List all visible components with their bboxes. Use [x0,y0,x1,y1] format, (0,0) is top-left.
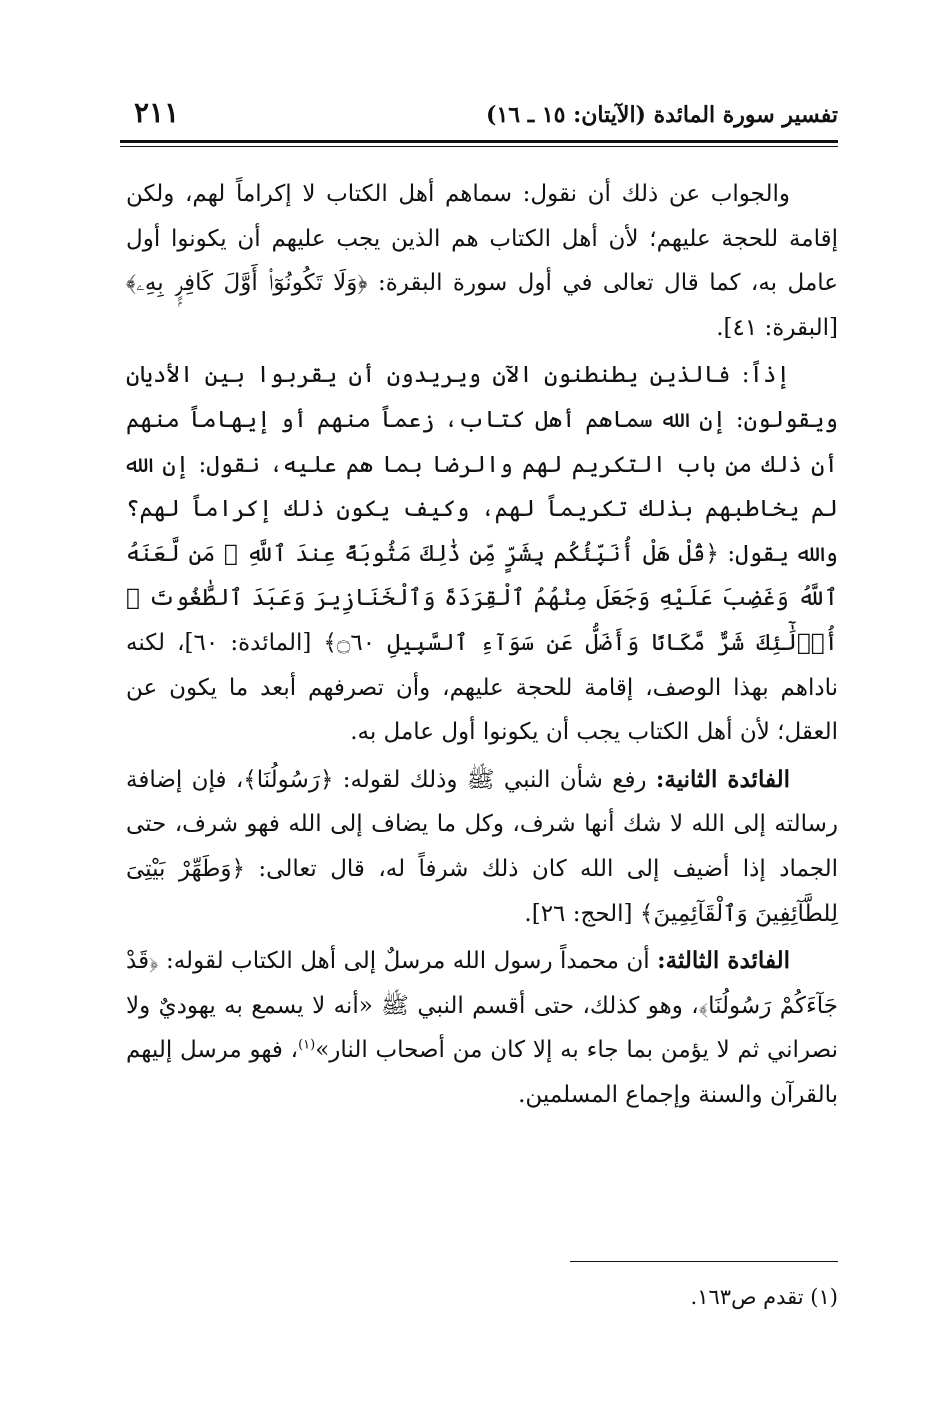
heading-second-benefit: الفائدة الثانية: [655,765,790,793]
running-title: تفسير سورة المائدة (الآيتان: ١٥ ـ ١٦) [486,102,838,128]
paragraph-therefore: إذاً: فالذين يطنطنون الآن ويريدون أن يقربوا بين الأديان ويقولون: إن الله سماهم أهل كتاب، زعماً منهم أو إيهاماً منهم أن ذلك من باب التكريم لهم والرضا بما هم عليه، نقول: إن الله لم يخاطبهم بذلك تكريماً لهم، وكيف يكون ذلك إكراماً لهم؟ والله يقول: ﴿قُلْ هَلْ أُنَبِّئُكُم بِشَرٍّ مِّن ذَٰلِكَ مَثُوبَةً عِندَ ٱللَّهِ ۚ مَن لَّعَنَهُ ٱللَّهُ وَغَضِبَ عَلَيْهِ وَجَعَلَ مِنْهُمُ ٱلْقِرَدَةَ وَٱلْخَنَازِيرَ وَعَبَدَ ٱلطَّٰغُوتَ ۚ أُو۟لَٰٓئِكَ شَرٌّ مَّكَانًا وَأَضَلُّ عَن سَوَآءِ ٱلسَّبِيلِ ۝٦٠﴾ [المائدة: ٦٠]، لكنه ناداهم بهذا الوصف، إقامة للحجة عليهم، وأن تصرفهم أبعد ما يكون عن العقل؛ لأن أهل الكتاب يجب أن يكونوا أول عامل به. [126,362,838,746]
footnote: (١) تقدم ص١٦٣. [690,1285,838,1309]
page-header [120,96,838,136]
page-number: ٢١١ [134,96,180,129]
paragraph-second-benefit-text: رفع شأن النبي ﷺ وذلك لقوله: ﴿رَسُولُنَا﴾، فإن إضافة رسالته إلى الله لا شك أنها شرف، وكل ما يضاف إلى الله فهو شرف، حتى الجماد إذا أضيف إلى الله كان ذلك شرفاً له، قال تعالى: ﴿وَطَهِّرْ بَيْتِىَ لِلطَّآئِفِينَ وَٱلْقَآئِمِينَ﴾ [الحج: ٢٦]. [126,766,838,927]
heading-third-benefit: الفائدة الثالثة: [657,947,790,975]
paragraph-second-benefit [126,758,838,936]
main-text [126,172,838,1120]
paragraph-third-benefit-text: أن محمداً رسول الله مرسلٌ إلى أهل الكتاب لقوله: ﴿قَدْ جَآءَكُمْ رَسُولُنَا﴾، وهو كذلك، حتى أقسم النبي ﷺ «أنه لا يسمع به يهوديٌ ولا نصراني ثم لا يؤمن بما جاء به إلا كان من أصحاب النار» [126,948,838,1064]
paragraph-third-benefit-ending: ، فهو مرسل إليهم بالقرآن والسنة وإجماع المسلمين. [126,1037,838,1108]
footnote-divider [570,1261,838,1262]
paragraph-third-benefit [126,939,838,1117]
header-rule-thick [120,140,838,143]
paragraph-answer: والجواب عن ذلك أن نقول: سماهم أهل الكتاب لا إكراماً لهم، ولكن إقامة للحجة عليهم؛ لأن أهل الكتاب هم الذين يجب عليهم أن يكونوا أول عامل به، كما قال تعالى في أول سورة البقرة: ﴿وَلَا تَكُونُوٓا۟ أَوَّلَ كَافِرٍۭ بِهِۦ﴾ [البقرة: ٤١]. [126,181,838,341]
header-rule-thin [120,146,838,147]
footnote-marker[interactable]: (١) [298,1037,316,1053]
